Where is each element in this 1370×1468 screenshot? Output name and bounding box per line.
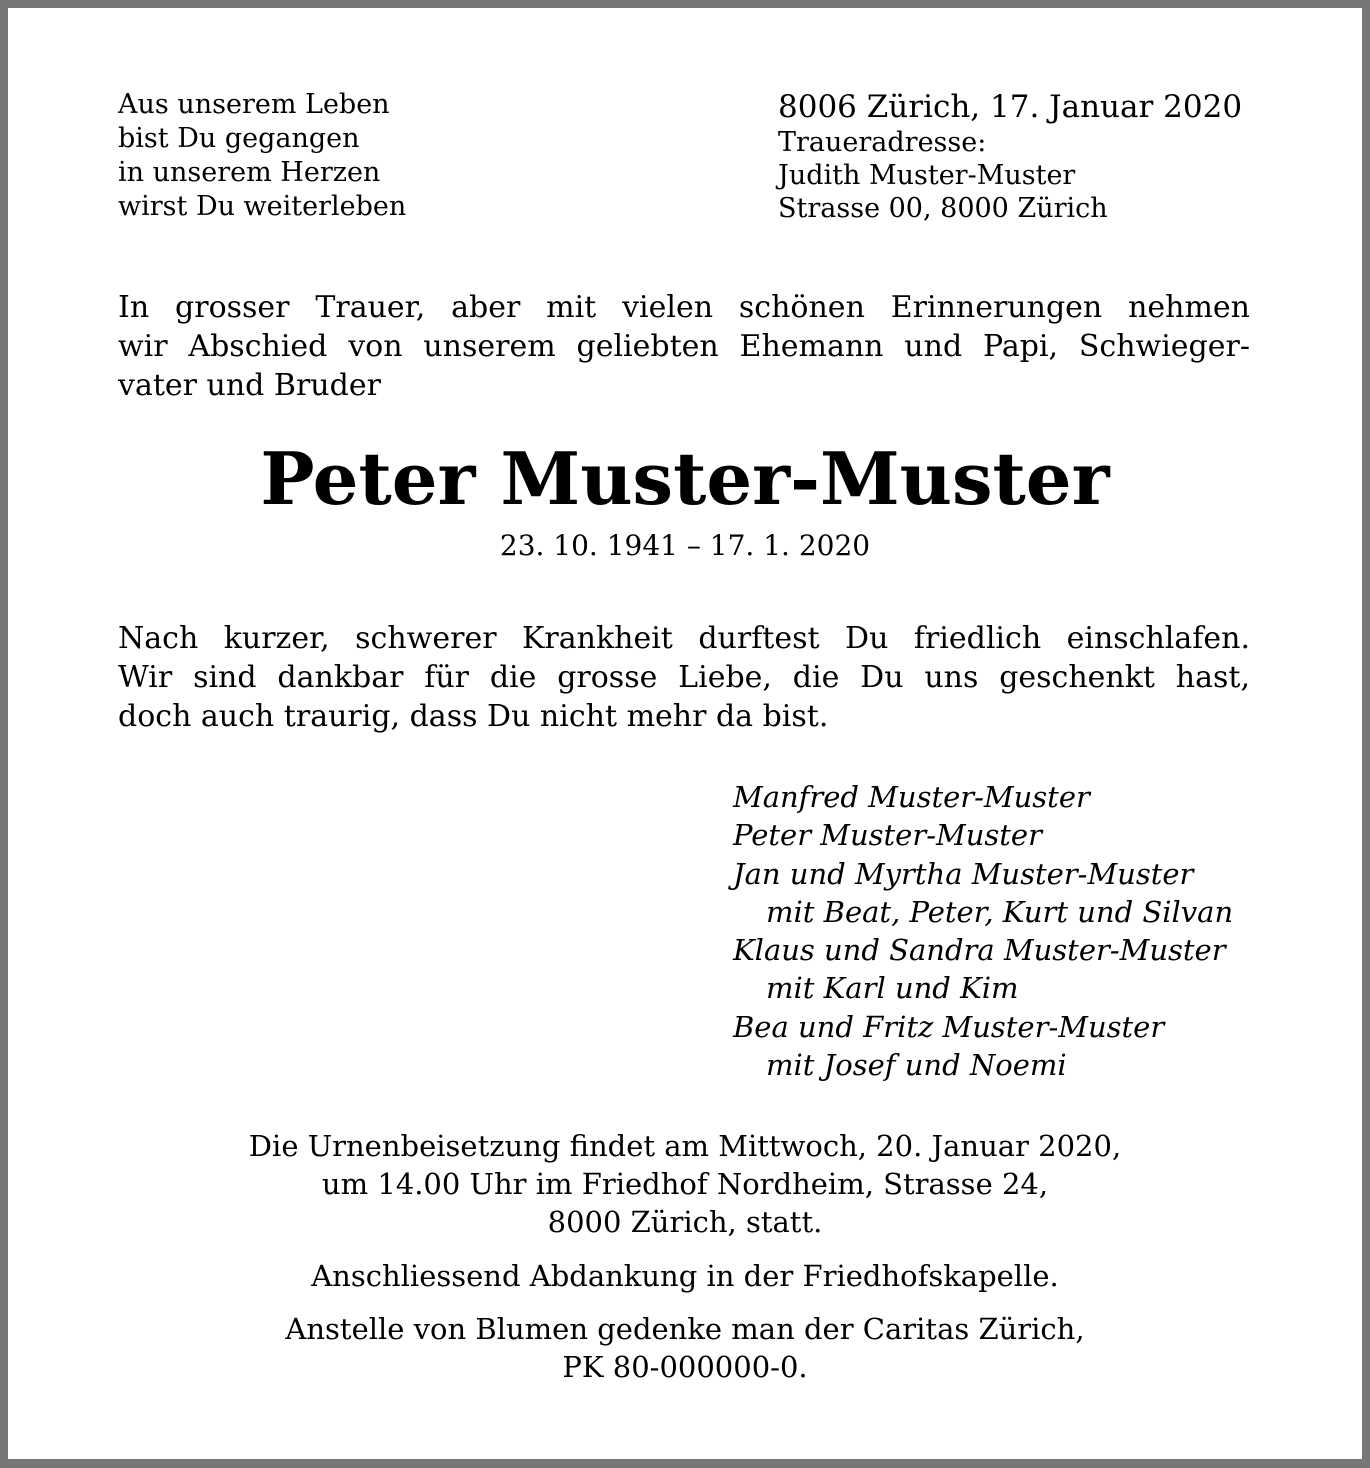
address-line: Strasse 00, 8000 Zürich — [778, 193, 1108, 224]
mourners-list — [733, 778, 1233, 1084]
motto-line: Aus unserem Leben — [118, 89, 390, 120]
intro-line: wir Abschied von unserem geliebten Ehemann und Papi, Schwieger- — [118, 329, 1250, 364]
motto-line: bist Du gegangen — [118, 123, 360, 154]
intro-line: In grosser Trauer, aber mit vielen schönen Erinnerungen nehmen — [118, 290, 1250, 325]
mourner-line: Peter Muster-Muster — [733, 818, 1042, 853]
donation-line: Anstelle von Blumen gedenke man der Caritas Zürich, — [285, 1312, 1085, 1346]
mourner-line: Klaus und Sandra Muster-Muster — [733, 933, 1226, 968]
mourner-line: mit Josef und Noemi — [766, 1048, 1067, 1083]
motto-verse — [118, 88, 406, 224]
place-and-address — [778, 88, 1242, 225]
mourner-line: Jan und Myrtha Muster-Muster — [733, 856, 1194, 891]
life-dates: 23. 10. 1941 – 17. 1. 2020 — [499, 529, 871, 562]
mourner-line: mit Beat, Peter, Kurt und Silvan — [766, 894, 1234, 929]
mourner-line: Manfred Muster-Muster — [733, 780, 1090, 814]
donation-line: PK 80-000000-0. — [562, 1350, 808, 1384]
intro-paragraph — [118, 288, 1250, 405]
obituary-page — [8, 8, 1362, 1459]
mourner-line: Bea und Fritz Muster-Muster — [733, 1009, 1165, 1044]
address-line: Judith Muster-Muster — [778, 160, 1076, 191]
message-line: Nach kurzer, schwerer Krankheit durftest Du friedlich einschlafen. — [118, 621, 1250, 656]
mourner-line: mit Karl und Kim — [766, 971, 1019, 1006]
intro-line: vater und Bruder — [118, 368, 381, 403]
funeral-info — [8, 1127, 1362, 1241]
message-paragraph — [118, 619, 1250, 736]
message-line: Wir sind dankbar für die grosse Liebe, die Du uns geschenkt hast, — [118, 660, 1250, 695]
funeral-line: um 14.00 Uhr im Friedhof Nordheim, Strasse 24, — [321, 1167, 1049, 1201]
deceased-name: Peter Muster-Muster — [260, 436, 1110, 521]
donation-info — [8, 1310, 1362, 1386]
address-line: Traueradresse: — [778, 127, 987, 158]
funeral-line: 8000 Zürich, statt. — [547, 1205, 823, 1239]
place-date: 8006 Zürich, 17. Januar 2020 — [778, 89, 1243, 125]
motto-line: in unserem Herzen — [118, 157, 381, 188]
funeral-line: Die Urnenbeisetzung findet am Mittwoch, 20. Januar 2020, — [248, 1129, 1122, 1163]
motto-line: wirst Du weiterleben — [118, 191, 407, 222]
ceremony-info: Anschliessend Abdankung in der Friedhofskapelle. — [311, 1259, 1059, 1293]
message-line: doch auch traurig, dass Du nicht mehr da bist. — [118, 699, 829, 734]
